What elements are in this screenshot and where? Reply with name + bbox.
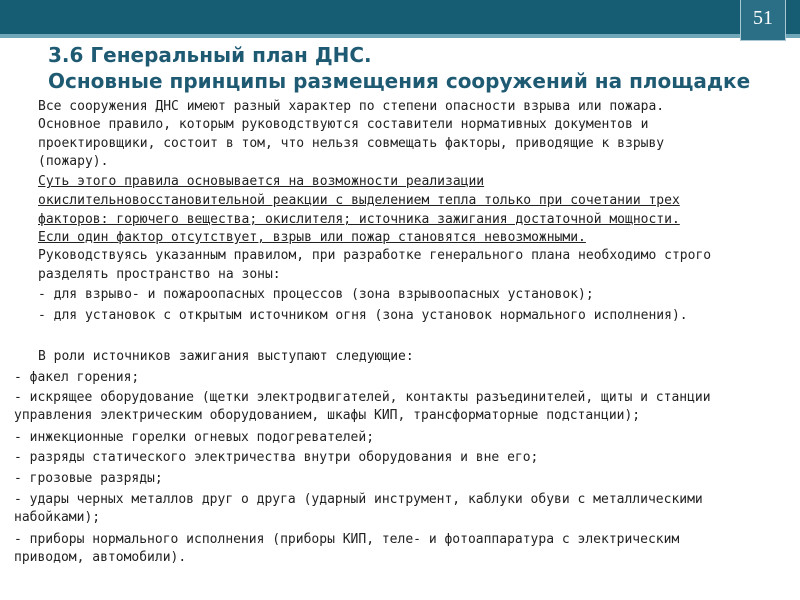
paragraph-3-line: разделять пространство на зоны: (38, 267, 281, 282)
title-line-2: Основные принципы размещения сооружений на площадке (48, 69, 751, 93)
header-bar (0, 0, 800, 34)
title-line-1: 3.6 Генеральный план ДНС. (48, 43, 372, 67)
paragraph-1-line: Основное правило, которым руководствуются составители нормативных документов и (38, 117, 649, 132)
paragraph-1-line: (пожару). (38, 154, 109, 169)
slide-number: 51 (740, 0, 786, 41)
sources-list-item: - инжекционные горелки огневых подогревателей; (14, 430, 375, 445)
sources-list-item: управления электрическим оборудованием, шкафы КИП, трансформаторные подстанции); (14, 408, 641, 423)
paragraph-2-line: Суть этого правила основывается на возможности реализации (38, 174, 485, 189)
paragraph-2-line: факторов: горючего вещества; окислителя; источника зажигания достаточной мощности. (38, 212, 680, 227)
sources-list-item: - грозовые разряды; (14, 471, 163, 486)
paragraph-2-line: Если один фактор отсутствует, взрыв или пожар становятся невозможными. (38, 230, 586, 245)
sources-list-item: - разряды статического электричества внутри оборудования и вне его; (14, 450, 539, 465)
sources-list-item: - искрящее оборудование (щетки электродвигателей, контакты разъединителей, щиты и станции (14, 390, 711, 405)
sources-list-item: приводом, автомобили). (14, 550, 187, 565)
paragraph-2-line: окислительновосстановительной реакции с выделением тепла только при сочетании трех (38, 193, 680, 208)
paragraph-3-line: - для взрыво- и пожароопасных процессов (зона взрывоопасных установок); (38, 287, 594, 302)
sources-list-item: - факел горения; (14, 370, 140, 385)
paragraph-1-line: проектировщики, состоит в том, что нельзя совмещать факторы, приводящие к взрыву (38, 136, 665, 151)
paragraph-1-line: Все сооружения ДНС имеют разный характер по степени опасности взрыва или пожара. (38, 99, 665, 114)
sources-list-item: - приборы нормального исполнения (приборы КИП, теле- и фотоаппаратура с электрическим (14, 532, 680, 547)
slide-title (48, 42, 768, 94)
sources-list-item: - удары черных металлов друг о друга (ударный инструмент, каблуки обуви с металлическими (14, 492, 703, 507)
paragraph-3-line: Руководствуясь указанным правилом, при разработке генерального плана необходимо строго (38, 248, 712, 263)
sources-intro: В роли источников зажигания выступают следующие: (38, 349, 414, 364)
sources-list-item: набойками); (14, 510, 101, 525)
paragraph-3-line: - для установок с открытым источником огня (зона установок нормального исполнения). (38, 308, 688, 323)
header-accent-line (0, 34, 800, 38)
